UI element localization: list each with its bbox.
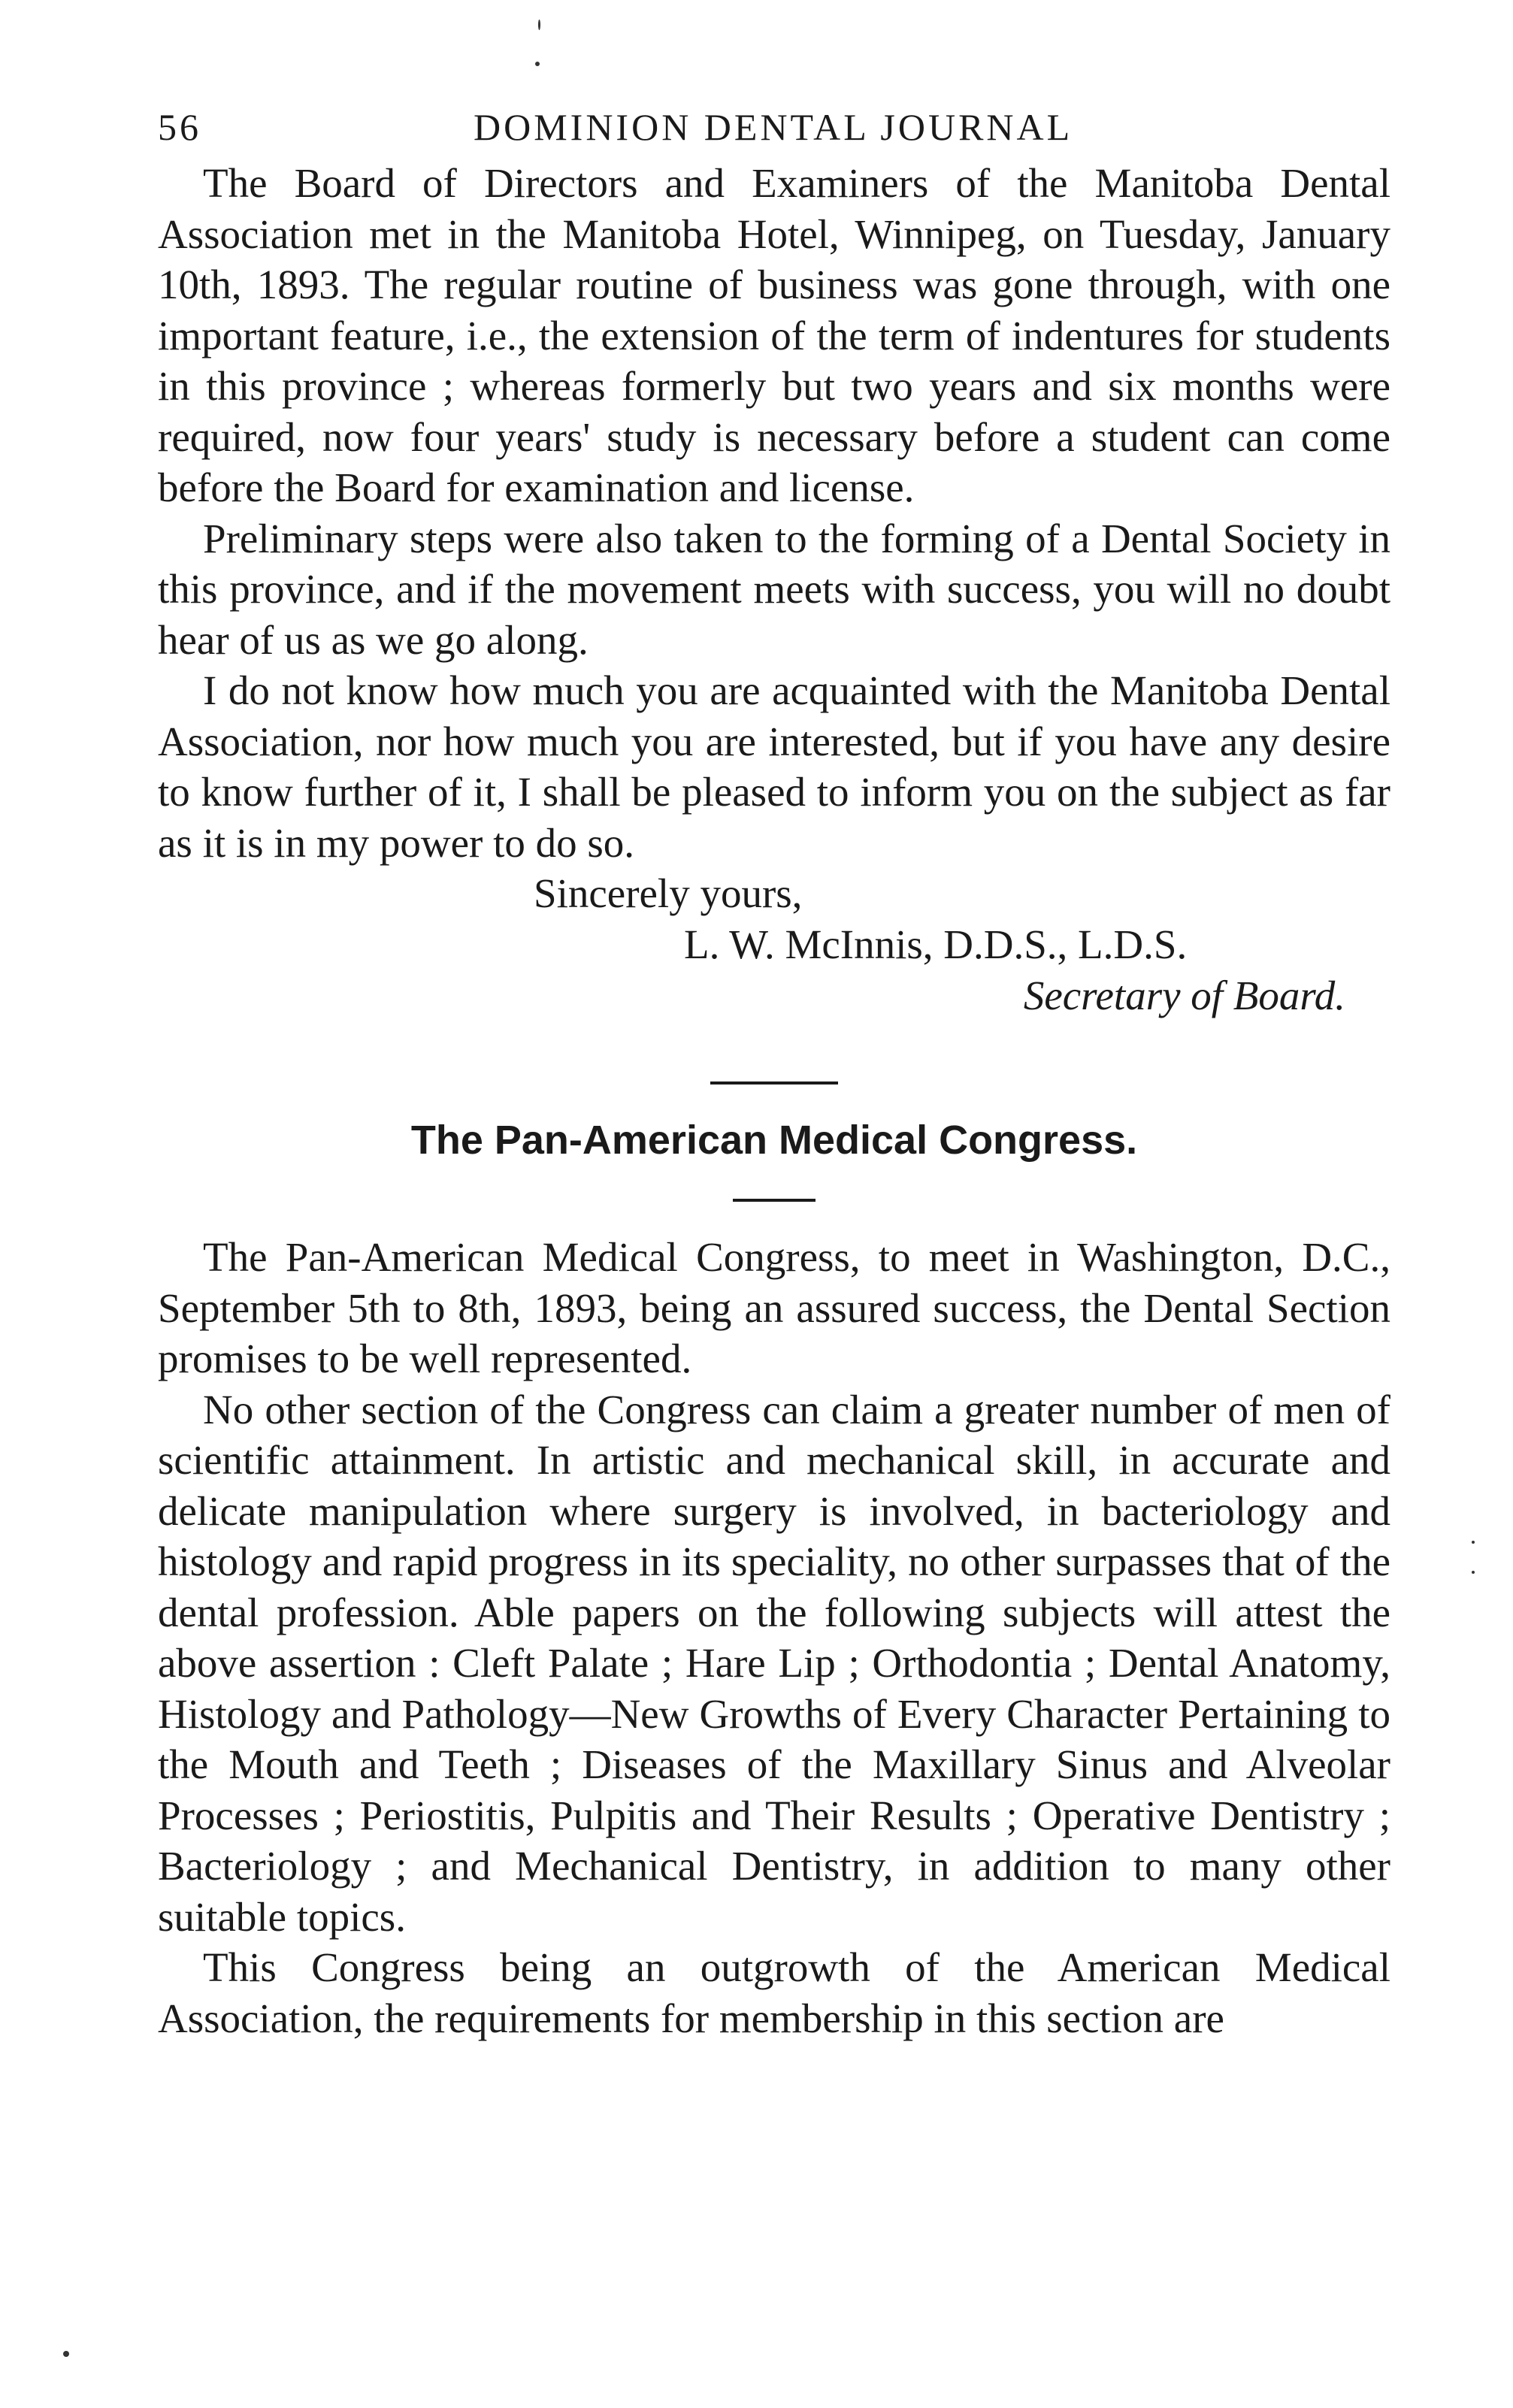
- article-body: [158, 1232, 1390, 2043]
- scan-speck: [63, 2351, 69, 2357]
- article-paragraph: The Pan-American Medical Congress, to meet in Washington, D.C., September 5th to 8th, 1893, being an assured success, the Dental Section promises to be well represented.: [158, 1234, 1390, 1381]
- title-underline: [733, 1199, 816, 1202]
- letter-paragraph: The Board of Directors and Examiners of the Manitoba Dental Association met in the Manitoba Hotel, Winnipeg, on Tuesday, January 10th, 1893. The regular routine of business was gone through, with one important feature, i.e., the extension of the term of indentures for students in this province ; whereas formerly but two years and six months were required, now four years' study is necessary before a student can come before the Board for examination and license.: [158, 160, 1390, 510]
- letter-signature: L. W. McInnis, D.D.S., L.D.S.: [684, 921, 1188, 967]
- section-divider: [710, 1081, 838, 1085]
- letter-paragraph: Preliminary steps were also taken to the forming of a Dental Society in this province, and if the movement meets with success, you will no doubt hear of us as we go along.: [158, 515, 1390, 663]
- running-head: [158, 105, 1390, 158]
- article-title: The Pan-American Medical Congress.: [410, 1118, 1138, 1163]
- letter: [158, 158, 1390, 1021]
- page-number: 56: [158, 106, 201, 148]
- page-body: [158, 105, 1390, 2043]
- scan-speck: [1472, 1541, 1475, 1544]
- scan-speck: [538, 20, 540, 30]
- article-paragraph: This Congress being an outgrowth of the American Medical Association, the requirements for membership in this section are: [158, 1944, 1390, 2041]
- letter-paragraph: I do not know how much you are acquainted with the Manitoba Dental Association, nor how much you are interested, but if you have any desire to know further of it, I shall be pleased to inform you on the subject as far as it is in my power to do so.: [158, 667, 1390, 866]
- scan-speck: [1472, 1571, 1475, 1574]
- letter-closing: Sincerely yours,: [534, 870, 803, 916]
- scan-speck: [535, 62, 540, 66]
- article-paragraph: No other section of the Congress can claim a greater number of men of scientific attainment. In artistic and mechanical skill, in accurate and delicate manipulation where surgery is involved, in bacteriology and histology and rapid progress in its speciality, no other surpasses that of the dental profession. Able papers on the following subjects will attest the above assertion : Cleft Palate ; Hare Lip ; Orthodontia ; Dental Anatomy, Histology and Pathology—New Growths of Every Character Pertaining to the Mouth and Teeth ; Diseases of the Maxillary Sinus and Alveolar Processes ; Periostitis, Pulpitis and Their Results ; Operative Dentistry ; Bacteriology ; and Mechanical Dentistry, in addition to many other suitable topics.: [158, 1386, 1390, 1940]
- letter-signature-role: Secretary of Board.: [1023, 973, 1345, 1018]
- journal-title: DOMINION DENTAL JOURNAL: [474, 106, 1073, 148]
